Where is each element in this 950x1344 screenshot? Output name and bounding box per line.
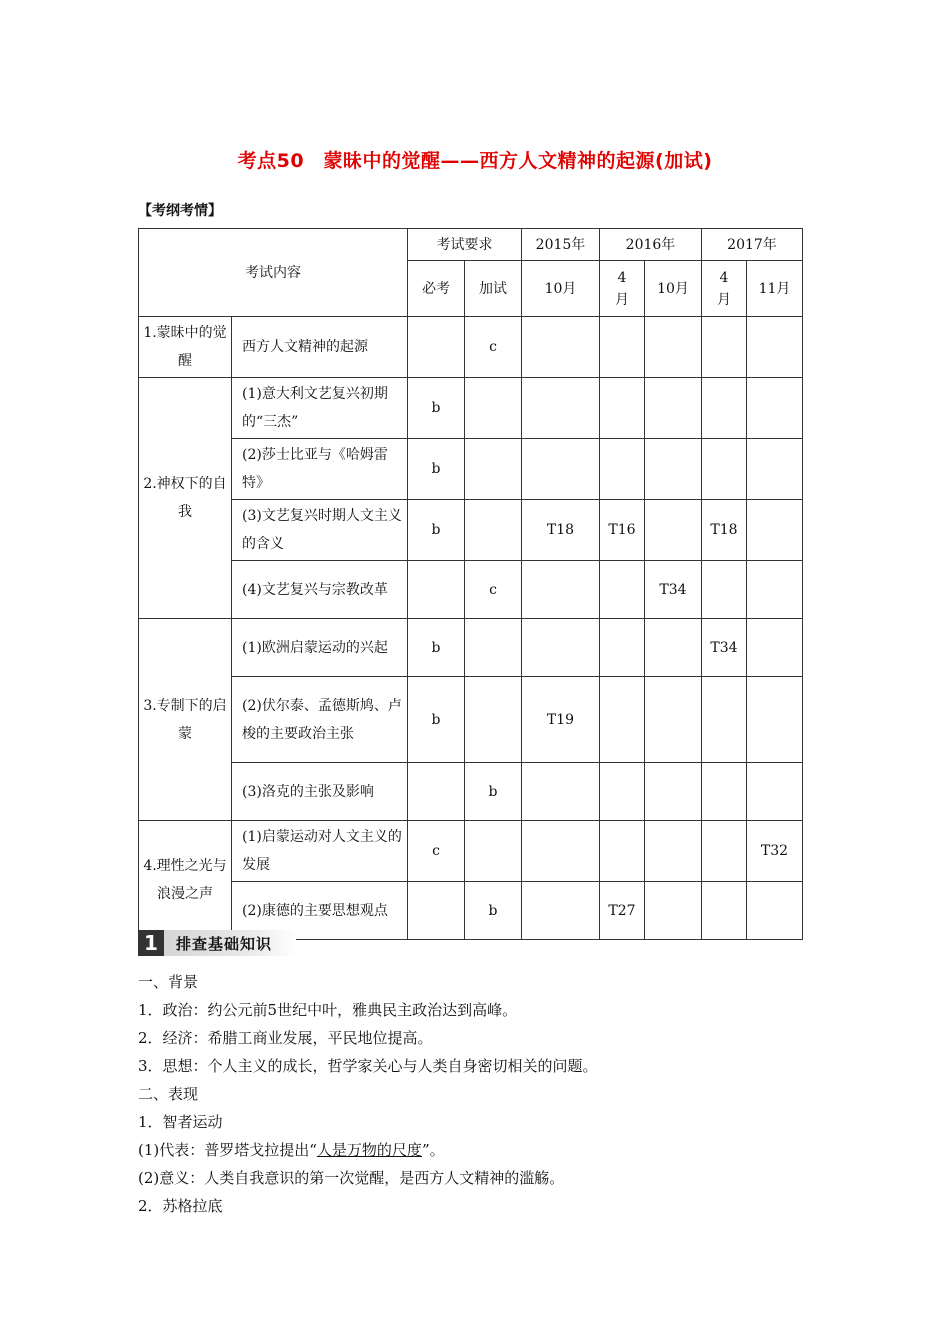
- table-row: [139, 677, 803, 763]
- header-extra: 加试: [465, 261, 522, 317]
- item-cell: (1)欧洲启蒙运动的兴起: [232, 619, 408, 677]
- value-cell: [522, 821, 600, 882]
- header-2016-oct: 10月: [645, 261, 702, 317]
- value-cell: [645, 500, 702, 561]
- value-cell: [600, 439, 645, 500]
- value-cell: [645, 317, 702, 378]
- group-name-cell: 2.神权下的自我: [139, 378, 232, 619]
- value-cell: [645, 677, 702, 763]
- value-cell: [408, 317, 465, 378]
- value-cell: T34: [702, 619, 747, 677]
- header-2017-nov: 11月: [747, 261, 803, 317]
- value-cell: [408, 561, 465, 619]
- table-row: [139, 821, 803, 882]
- value-cell: [747, 500, 803, 561]
- value-cell: T18: [702, 500, 747, 561]
- value-cell: [600, 378, 645, 439]
- header-2016-apr: 4 月: [600, 261, 645, 317]
- header-required: 必考: [408, 261, 465, 317]
- banner-number: 1: [138, 930, 164, 956]
- table-row: [139, 619, 803, 677]
- value-cell: [522, 561, 600, 619]
- table-row: [139, 378, 803, 439]
- table-row: [139, 317, 803, 378]
- body-text-span: ”。: [421, 1141, 445, 1159]
- value-cell: c: [465, 561, 522, 619]
- header-requirement: 考试要求: [408, 229, 522, 261]
- header-content: 考试内容: [139, 229, 408, 317]
- value-cell: [522, 439, 600, 500]
- header-2017: 2017年: [702, 229, 803, 261]
- value-cell: [522, 619, 600, 677]
- item-cell: (1)意大利文艺复兴初期的“三杰”: [232, 378, 408, 439]
- body-line: 一、背景: [138, 973, 199, 991]
- section-label: 【考纲考情】: [138, 203, 222, 219]
- value-cell: [747, 619, 803, 677]
- section-banner: [138, 930, 296, 956]
- banner-text: 排查基础知识: [176, 934, 273, 953]
- item-cell: (2)伏尔泰、孟德斯鸠、卢梭的主要政治主张: [232, 677, 408, 763]
- page-title: 考点50 蒙昧中的觉醒——西方人文精神的起源(加试): [237, 150, 713, 172]
- group-name-cell: 3.专制下的启蒙: [139, 619, 232, 821]
- value-cell: [702, 821, 747, 882]
- value-cell: [465, 677, 522, 763]
- value-cell: b: [408, 677, 465, 763]
- value-cell: [522, 882, 600, 940]
- body-line: [138, 1136, 818, 1164]
- table-row: [139, 561, 803, 619]
- value-cell: [645, 378, 702, 439]
- value-cell: [747, 882, 803, 940]
- table-row: [139, 439, 803, 500]
- value-cell: [600, 619, 645, 677]
- value-cell: [465, 439, 522, 500]
- value-cell: [408, 763, 465, 821]
- value-cell: [645, 619, 702, 677]
- value-cell: [522, 317, 600, 378]
- value-cell: b: [465, 882, 522, 940]
- value-cell: [465, 821, 522, 882]
- value-cell: b: [408, 378, 465, 439]
- group-name-cell: 1.蒙昧中的觉醒: [139, 317, 232, 378]
- value-cell: [747, 763, 803, 821]
- value-cell: [600, 561, 645, 619]
- value-cell: [600, 677, 645, 763]
- value-cell: [747, 317, 803, 378]
- value-cell: [747, 561, 803, 619]
- value-cell: b: [408, 500, 465, 561]
- group-name-cell: 4.理性之光与浪漫之声: [139, 821, 232, 940]
- value-cell: c: [408, 821, 465, 882]
- value-cell: [747, 677, 803, 763]
- item-cell: (3)文艺复兴时期人文主义的含义: [232, 500, 408, 561]
- table-row: [139, 500, 803, 561]
- value-cell: [465, 500, 522, 561]
- value-cell: [702, 882, 747, 940]
- value-cell: [702, 677, 747, 763]
- value-cell: [645, 882, 702, 940]
- body-line: 二、表现: [138, 1085, 199, 1103]
- value-cell: [522, 378, 600, 439]
- table-row: [139, 763, 803, 821]
- value-cell: [465, 619, 522, 677]
- item-cell: (4)文艺复兴与宗教改革: [232, 561, 408, 619]
- header-2017-apr: 4 月: [702, 261, 747, 317]
- value-cell: [408, 882, 465, 940]
- value-cell: [702, 378, 747, 439]
- header-2015: 2015年: [522, 229, 600, 261]
- value-cell: [645, 763, 702, 821]
- body-line: (2)意义：人类自我意识的第一次觉醒，是西方人文精神的滥觞。: [138, 1169, 565, 1187]
- value-cell: c: [465, 317, 522, 378]
- value-cell: [702, 439, 747, 500]
- value-cell: [645, 439, 702, 500]
- value-cell: T16: [600, 500, 645, 561]
- body-text-span: (1)代表：普罗塔戈拉提出“: [138, 1141, 317, 1159]
- body-line: 1．政治：约公元前5世纪中叶，雅典民主政治达到高峰。: [138, 1001, 518, 1019]
- body-line: 3．思想：个人主义的成长，哲学家关心与人类自身密切相关的问题。: [138, 1057, 598, 1075]
- value-cell: [747, 439, 803, 500]
- item-cell: (1)启蒙运动对人文主义的发展: [232, 821, 408, 882]
- item-cell: (3)洛克的主张及影响: [232, 763, 408, 821]
- item-cell: 西方人文精神的起源: [232, 317, 408, 378]
- value-cell: T19: [522, 677, 600, 763]
- value-cell: [645, 821, 702, 882]
- value-cell: T34: [645, 561, 702, 619]
- value-cell: [747, 378, 803, 439]
- value-cell: [522, 763, 600, 821]
- value-cell: [702, 763, 747, 821]
- value-cell: b: [408, 439, 465, 500]
- value-cell: [600, 821, 645, 882]
- value-cell: [600, 763, 645, 821]
- value-cell: T32: [747, 821, 803, 882]
- item-cell: (2)莎士比亚与《哈姆雷特》: [232, 439, 408, 500]
- value-cell: [465, 378, 522, 439]
- underlined-phrase: 人是万物的尺度: [316, 1141, 422, 1159]
- value-cell: b: [465, 763, 522, 821]
- body-line: 2．经济：希腊工商业发展，平民地位提高。: [138, 1029, 433, 1047]
- value-cell: T27: [600, 882, 645, 940]
- value-cell: [702, 317, 747, 378]
- value-cell: [600, 317, 645, 378]
- header-2016: 2016年: [600, 229, 702, 261]
- body-line: 2．苏格拉底: [138, 1197, 223, 1215]
- header-2015-oct: 10月: [522, 261, 600, 317]
- body-text: [138, 968, 818, 1220]
- item-cell: (2)康德的主要思想观点: [232, 882, 408, 940]
- value-cell: b: [408, 619, 465, 677]
- value-cell: T18: [522, 500, 600, 561]
- value-cell: [702, 561, 747, 619]
- body-line: 1．智者运动: [138, 1113, 223, 1131]
- exam-table: [138, 228, 803, 940]
